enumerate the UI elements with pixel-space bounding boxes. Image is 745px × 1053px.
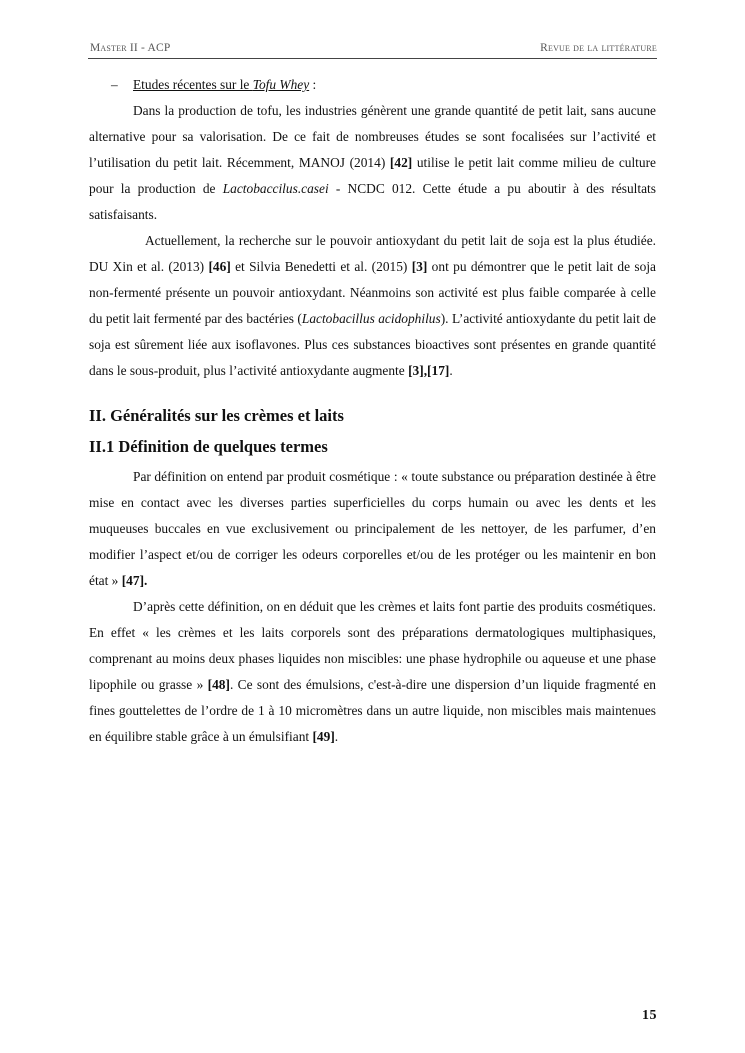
running-header: [90, 42, 657, 54]
bullet-label-italic: Tofu Whey: [252, 77, 310, 92]
section-heading: II. Généralités sur les crèmes et laits: [89, 406, 344, 425]
page-number: 15: [642, 1008, 657, 1023]
text-run: ont pu démontrer que le petit lait de soja non-fermenté présente un pouvoir antioxydant. Néanmoins son activité est plus faible comparée à celle du petit lait fermenté par des bactéries (: [89, 259, 656, 326]
bullet-suffix: :: [309, 77, 317, 92]
bullet-label: [133, 77, 309, 92]
text-run: - NCDC 012. Cette étude a pu aboutir à des résultats satisfaisants.: [89, 181, 656, 222]
bullet-dash: –: [111, 77, 118, 92]
paragraph-tofu-whey: [89, 98, 656, 228]
paragraph-definition: [89, 464, 656, 594]
header-left: Master II - ACP: [90, 42, 171, 54]
text-run: .: [449, 363, 453, 378]
bullet-label-text: Etudes récentes sur le: [133, 77, 253, 92]
citation-ref: [46]: [208, 259, 231, 274]
header-rule: [88, 58, 657, 59]
text-run: et Silvia Benedetti et al. (2015): [230, 259, 412, 274]
bullet-item: [89, 72, 656, 98]
citation-ref: [48]: [207, 677, 230, 692]
subsection-heading: II.1 Définition de quelques termes: [89, 437, 328, 456]
page-body: [89, 72, 656, 750]
citation-ref: [3]: [411, 259, 428, 274]
text-run: .: [334, 729, 339, 744]
paragraph-emulsions: [89, 594, 656, 750]
text-run: Par définition on entend par produit cosmétique : « toute substance ou préparation destinée à être mise en contact avec les diverses parties superficielles du corps humain ou avec les dents et les muqueuses buccales en vue exclusivement ou principalement de les nettoyer, de les parfumer, d’en modifier l’aspect et/ou de corriger les odeurs corporelles et/ou de les protéger ou les maintenir en bon état »: [89, 469, 656, 588]
text-run: Actuellement, la recherche sur le pouvoir antioxydant du petit lait de soja est la plus étudiée. DU Xin et al. (2013): [89, 233, 656, 274]
citation-ref: [47].: [121, 573, 148, 588]
paragraph-antioxidant: [89, 228, 656, 384]
text-run: utilise le petit lait comme milieu de culture pour la production de: [89, 155, 657, 196]
text-run: D’après cette définition, on en déduit que les crèmes et laits font partie des produits cosmétiques. En effet « les crèmes et les laits corporels sont des préparations dermatologiques multiphasiques, comprenant au moins deux phases liquides non miscibles: une phase hydrophile ou aqueuse et une phase lipophile ou grasse »: [89, 599, 656, 692]
citation-ref: [49]: [312, 729, 335, 744]
citation-ref: [3],[17]: [408, 363, 450, 378]
text-run: Dans la production de tofu, les industries génèrent une grande quantité de petit lait, sans aucune alternative pour sa valorisation. De ce fait de nombreuses études se sont focalisées sur l’activité et l’utilisation du petit lait. Récemment, MANOJ (2014): [89, 103, 656, 170]
text-run: . Ce sont des émulsions, c'est-à-dire une dispersion d’un liquide fragmenté en fines gouttelettes de l’ordre de 1 à 10 micromètres dans un autre liquide, non miscibles mais maintenues en équilibre stable grâce à un émulsifiant: [89, 677, 656, 744]
text-run: ). L’activité antioxydante du petit lait de soja est sûrement liée aux isoflavones. Plus ces substances bioactives sont présentes en grande quantité dans le sous-produit, plus l’activité antioxydante augmente: [89, 311, 656, 378]
species-name: Lactobaccilus.casei: [222, 181, 329, 196]
citation-ref: [42]: [389, 155, 413, 170]
species-name: Lactobacillus acidophilus: [301, 311, 441, 326]
header-right: Revue de la littérature: [540, 42, 657, 54]
